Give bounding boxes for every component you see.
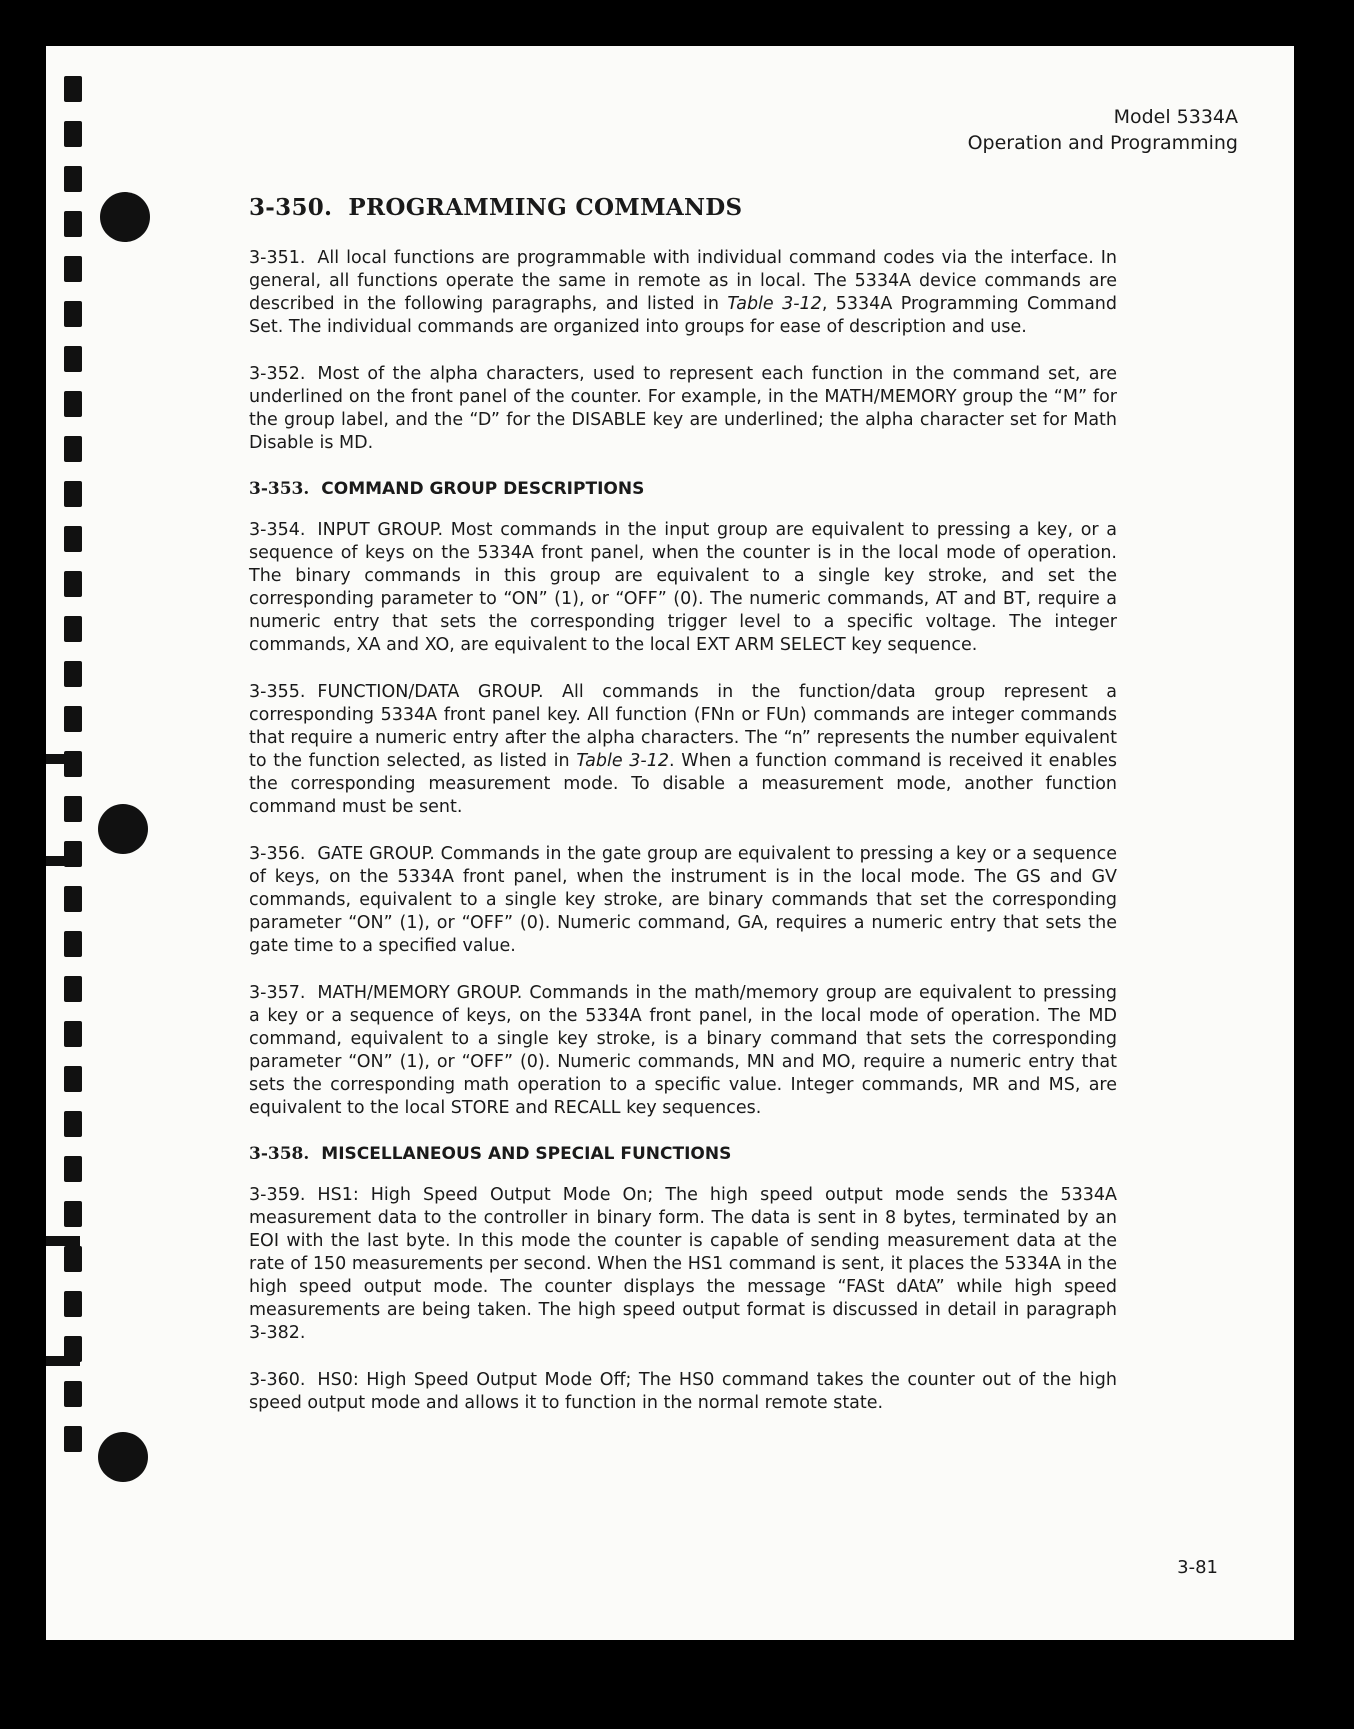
section-number: 3-358. (249, 1144, 310, 1164)
paragraph (249, 982, 1117, 1120)
binder-hole (64, 1246, 82, 1272)
binder-hole (64, 661, 82, 687)
section-title-text: COMMAND GROUP DESCRIPTIONS (321, 479, 645, 499)
paragraph (249, 1184, 1117, 1345)
binder-hole (64, 166, 82, 192)
binder-hole (64, 616, 82, 642)
paragraph-text: HS0: High Speed Output Mode Off; The HS0 command takes the counter out of the high speed output mode and allows it to function in the normal remote state. (249, 1370, 1117, 1413)
table-reference: Table 3-12 (576, 751, 670, 771)
title-number: 3-350. (249, 194, 333, 221)
binder-hole (64, 886, 82, 912)
section-title-text: MISCELLANEOUS AND SPECIAL FUNCTIONS (321, 1144, 732, 1164)
edge-mark (46, 1356, 80, 1366)
binder-hole (64, 1201, 82, 1227)
binder-hole (64, 76, 82, 102)
binder-ring (100, 192, 150, 242)
paragraph-text: HS1: High Speed Output Mode On; The high speed output mode sends the 5334A measurement data to the controller in binary form. The data is sent in 8 bytes, terminated by an EOI with the last byte. In this mode the counter is capable of sending measurement data at the rate of 150 measurements per second. When the HS1 command is sent, it places the 5334A in the high speed output mode. The counter displays the message “FASt dAtA” while high speed measurements are being taken. The high speed output format is discussed in detail in paragraph 3-382. (249, 1185, 1117, 1343)
binder-strip (46, 46, 108, 1640)
edge-mark (46, 754, 80, 764)
binder-hole (64, 1291, 82, 1317)
paragraph-text: FUNCTION/DATA GROUP. All commands in the function/data group represent a corresponding 5334A front panel key. All function (FNn or FUn) commands are integer commands that require a numeric entry after the alpha characters. The “n” represents the number equivalent to the function selected, as listed in (249, 682, 1117, 771)
paragraph-text: , 5334A Programming Command Set. The individual commands are organized into groups for ease of description and use. (249, 294, 1117, 337)
edge-mark (46, 856, 80, 866)
binder-hole (64, 256, 82, 282)
paragraph (249, 363, 1117, 455)
binder-hole (64, 976, 82, 1002)
binder-hole (64, 301, 82, 327)
binder-hole (64, 706, 82, 732)
page-header (968, 104, 1238, 156)
binder-ring (98, 1432, 148, 1482)
binder-hole (64, 1066, 82, 1092)
page-number: 3-81 (1177, 1557, 1218, 1578)
paragraph-text: GATE GROUP. Commands in the gate group are equivalent to pressing a key or a sequence of keys, on the 5334A front panel, when the instrument is in the local mode. The GS and GV commands, equivalent to a single key stroke, are binary commands that set the corresponding parameter “ON” (1), or “OFF” (0). Numeric command, GA, requires a numeric entry that sets the gate time to a specified value. (249, 844, 1117, 956)
paragraph-number: 3-351. (249, 248, 306, 268)
binder-hole (64, 1426, 82, 1452)
binder-hole (64, 1381, 82, 1407)
binder-hole (64, 1021, 82, 1047)
binder-hole (64, 526, 82, 552)
paragraph-number: 3-356. (249, 844, 306, 864)
binder-hole (64, 121, 82, 147)
main-title (249, 194, 1117, 221)
paragraph-number: 3-355. (249, 682, 306, 702)
binder-hole (64, 1156, 82, 1182)
binder-hole (64, 796, 82, 822)
binder-hole (64, 571, 82, 597)
binder-hole (64, 481, 82, 507)
header-model: Model 5334A (1113, 106, 1238, 128)
paragraph-text: Most of the alpha characters, used to represent each function in the command set, are underlined on the front panel of the counter. For example, in the MATH/MEMORY group the “M” for the group label, and the “D” for the DISABLE key are underlined; the alpha character set for Math Disable is MD. (249, 364, 1117, 453)
paragraph-number: 3-357. (249, 983, 306, 1003)
paragraph-number: 3-359. (249, 1185, 306, 1205)
binder-hole (64, 436, 82, 462)
section-heading (249, 479, 1117, 499)
binder-hole (64, 1111, 82, 1137)
paragraph (249, 247, 1117, 339)
binder-hole (64, 346, 82, 372)
paragraph-text: INPUT GROUP. Most commands in the input group are equivalent to pressing a key, or a sequence of keys on the 5334A front panel, when the counter is in the local mode of operation. The binary commands in this group are equivalent to a single key stroke, and set the corresponding parameter to “ON” (1), or “OFF” (0). The numeric commands, AT and BT, require a numeric entry that sets the corresponding trigger level to a specific voltage. The integer commands, XA and XO, are equivalent to the local EXT ARM SELECT key sequence. (249, 520, 1117, 655)
page-content (249, 194, 1117, 1439)
section-heading (249, 1144, 1117, 1164)
paragraph (249, 1369, 1117, 1415)
edge-mark (46, 1236, 80, 1246)
binder-hole (64, 391, 82, 417)
paragraph-text: . When a function command is received it enables the corresponding measurement mode. To disable a measurement mode, another function command must be sent. (249, 751, 1118, 817)
paragraph (249, 843, 1117, 958)
document-page (46, 46, 1294, 1640)
binder-hole (64, 211, 82, 237)
paragraph (249, 519, 1117, 657)
section-number: 3-353. (249, 479, 310, 499)
paragraph (249, 681, 1117, 819)
paragraph-number: 3-360. (249, 1370, 306, 1390)
header-section: Operation and Programming (967, 132, 1238, 154)
table-reference: Table 3-12 (727, 294, 822, 314)
paragraph-text: MATH/MEMORY GROUP. Commands in the math/memory group are equivalent to pressing a key or a sequence of keys, on the 5334A front panel, in the local mode of operation. The MD command, equivalent to a single key stroke, is a binary command that sets the corresponding parameter “ON” (1), or “OFF” (0). Numeric commands, MN and MO, require a numeric entry that sets the corresponding math operation to a specific value. Integer commands, MR and MS, are equivalent to the local STORE and RECALL key sequences. (249, 983, 1117, 1118)
paragraph-text: All local functions are programmable with individual command codes via the interface. In general, all functions operate the same in remote as in local. The 5334A device commands are described in the following paragraphs, and listed in (249, 248, 1117, 314)
binder-hole (64, 931, 82, 957)
paragraph-number: 3-352. (249, 364, 306, 384)
title-text: PROGRAMMING COMMANDS (348, 194, 743, 221)
binder-ring (98, 804, 148, 854)
paragraph-number: 3-354. (249, 520, 306, 540)
